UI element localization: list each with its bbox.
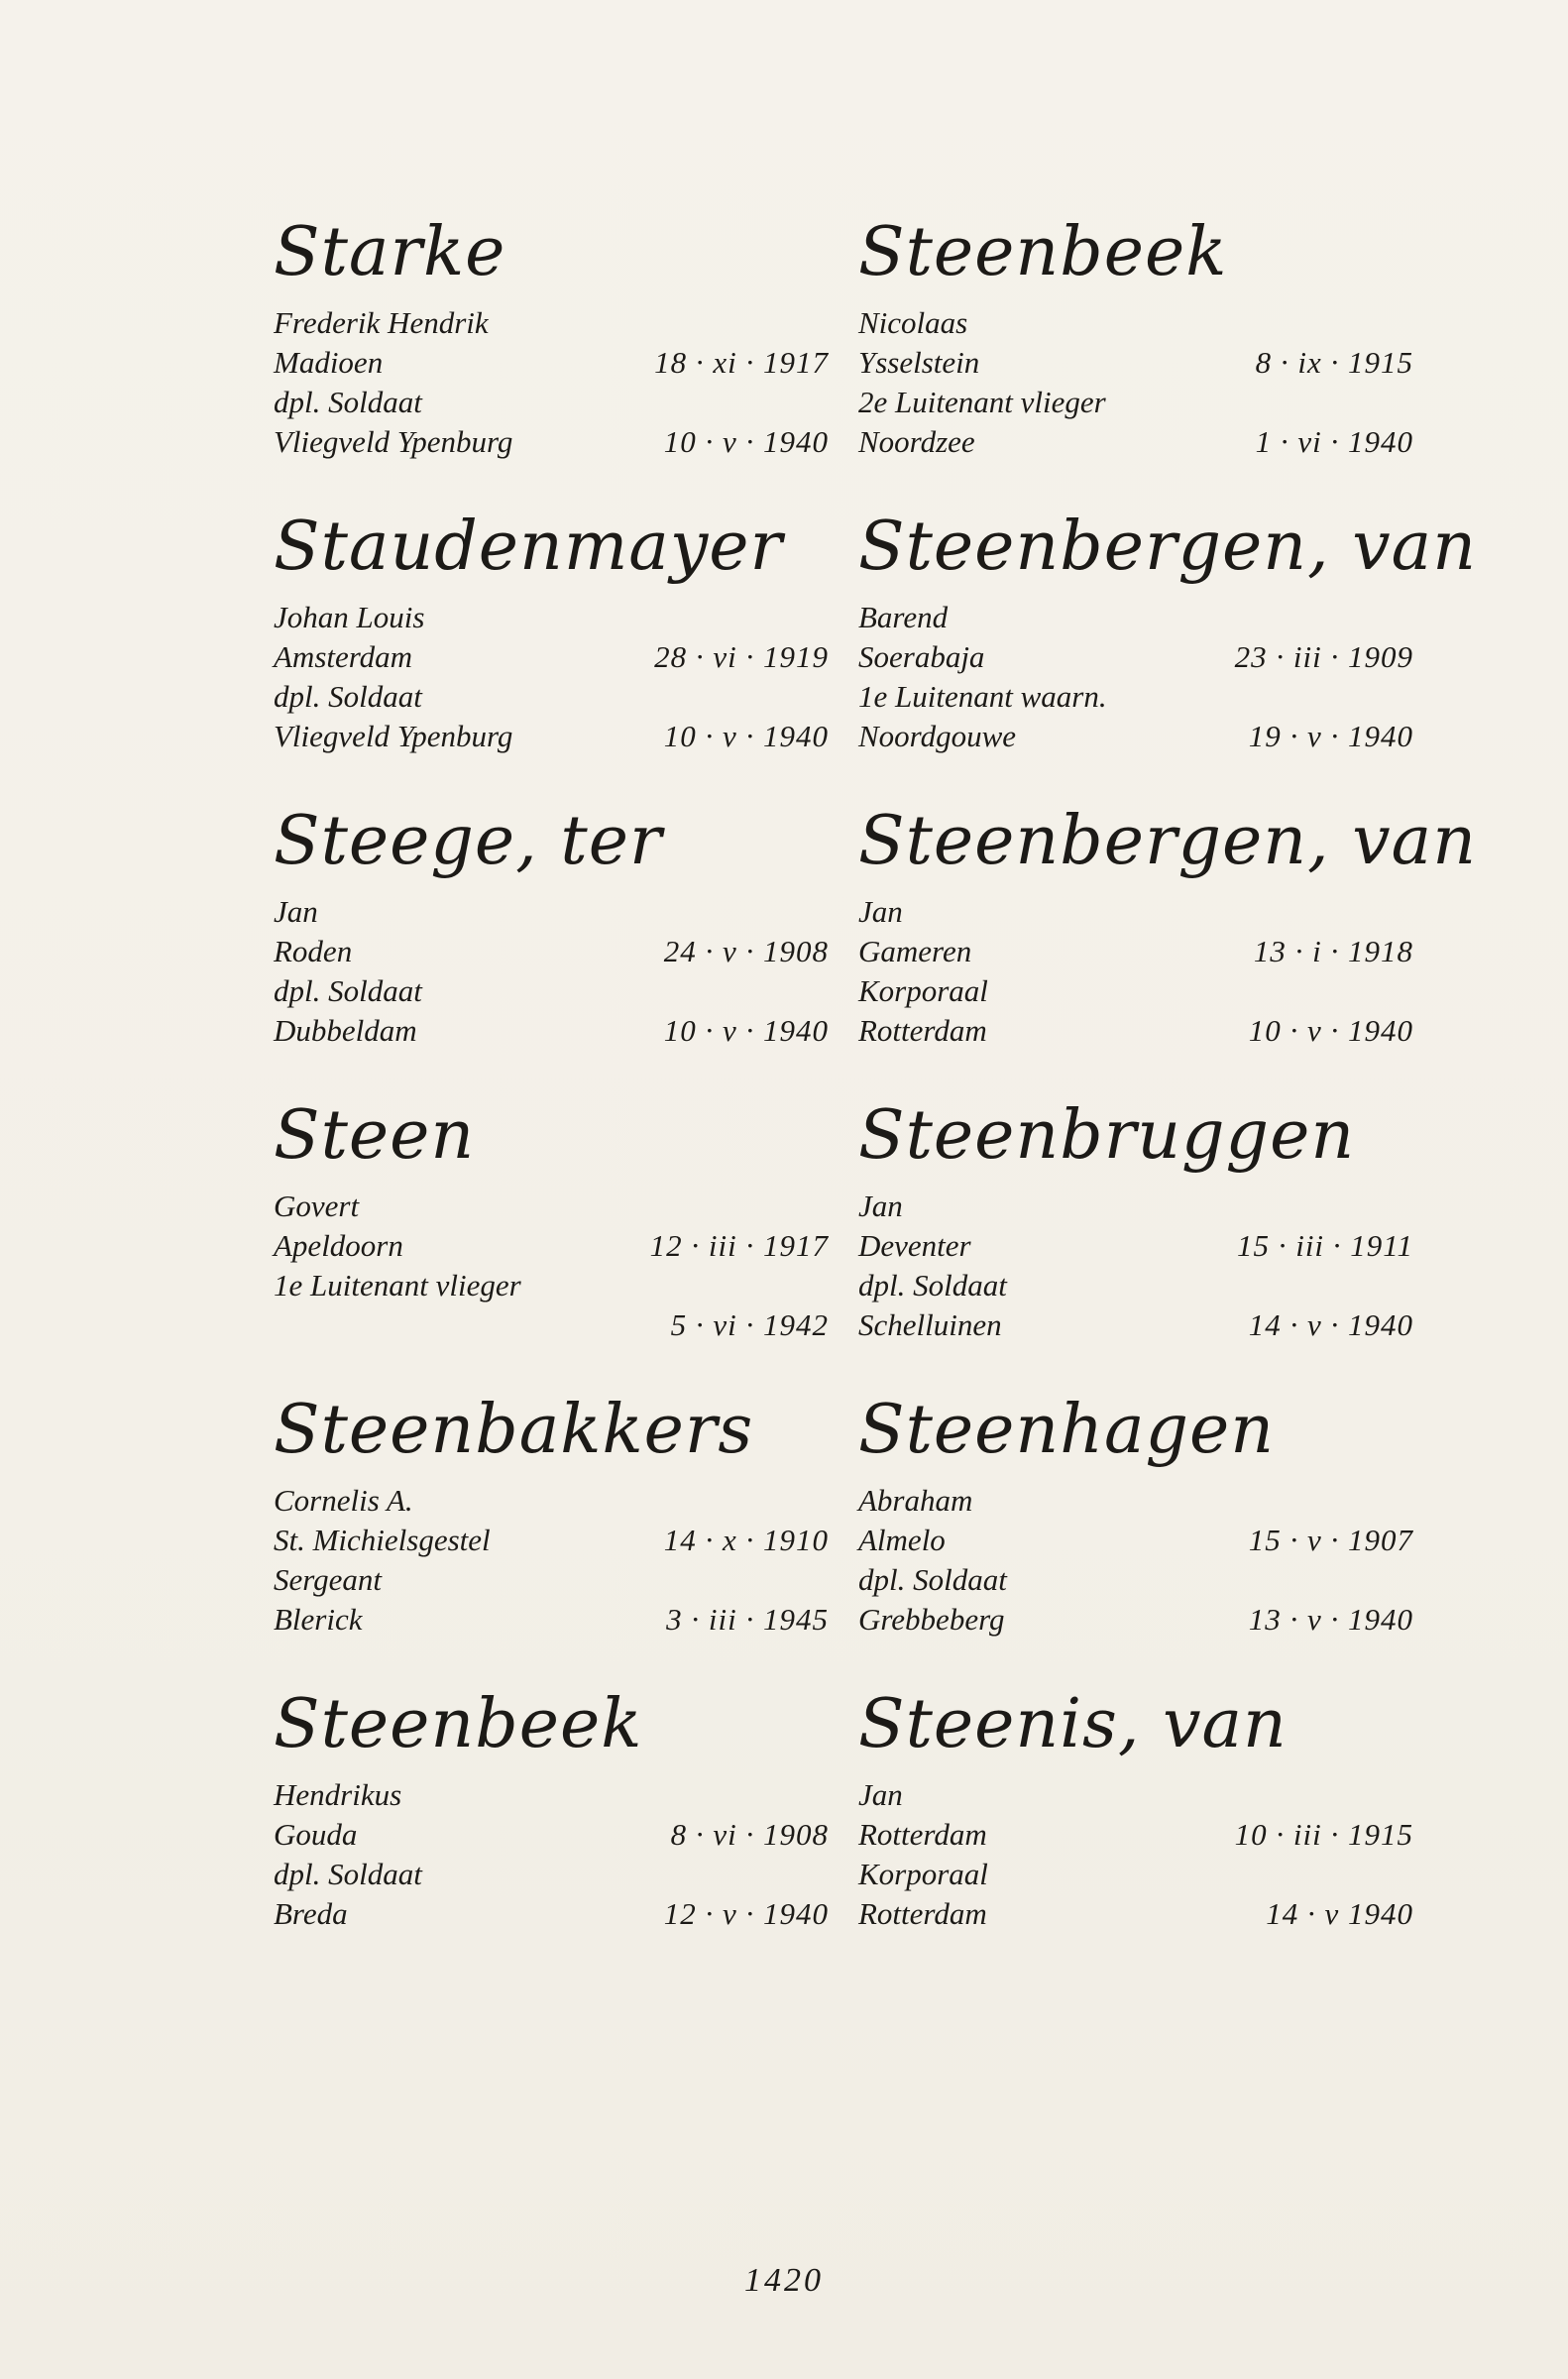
birthplace: Roden — [274, 934, 353, 968]
given-name-row — [274, 1481, 829, 1521]
rank-row — [274, 1266, 829, 1305]
rank: Korporaal — [858, 1857, 988, 1891]
given-name-row — [274, 598, 829, 637]
entry — [858, 503, 1478, 797]
birthdate: 14 · x · 1910 — [663, 1523, 829, 1557]
birthplace: Deventer — [858, 1228, 971, 1263]
rank-row — [274, 1855, 829, 1894]
rank-row — [858, 1855, 1413, 1894]
death-date: 10 · v · 1940 — [663, 719, 829, 753]
death-place: Rotterdam — [858, 1013, 987, 1048]
birth-row — [274, 1815, 829, 1855]
rank: dpl. Soldaat — [274, 679, 422, 714]
birth-row — [274, 1226, 829, 1266]
death-date: 14 · v · 1940 — [1248, 1307, 1413, 1342]
rank-row — [858, 1560, 1413, 1600]
birth-row — [274, 1521, 829, 1560]
death-date: 10 · v · 1940 — [663, 424, 829, 459]
death-row — [858, 1011, 1413, 1051]
death-row — [858, 1600, 1413, 1640]
rank: 2e Luitenant vlieger — [858, 385, 1106, 419]
birthdate: 13 · i · 1918 — [1253, 934, 1413, 968]
death-place: Rotterdam — [858, 1896, 987, 1931]
given-name: Jan — [858, 1189, 903, 1223]
surname: Steege, ter — [274, 802, 663, 880]
death-place: Breda — [274, 1896, 348, 1931]
surname: Steenbergen, van — [858, 802, 1478, 880]
death-row — [858, 1305, 1413, 1345]
given-name-row — [274, 892, 829, 932]
birth-row — [858, 1521, 1413, 1560]
given-name: Govert — [274, 1189, 360, 1223]
rank: 1e Luitenant waarn. — [858, 679, 1107, 714]
entry — [274, 503, 829, 797]
surname: Steenbruggen — [858, 1096, 1356, 1175]
rank-row — [858, 1266, 1413, 1305]
death-date: 19 · v · 1940 — [1248, 719, 1413, 753]
given-name: Hendrikus — [274, 1777, 402, 1812]
given-name-row — [858, 1481, 1413, 1521]
death-date: 10 · v · 1940 — [663, 1013, 829, 1048]
birthdate: 10 · iii · 1915 — [1234, 1817, 1413, 1852]
death-row — [858, 1894, 1413, 1934]
given-name-row — [858, 892, 1413, 932]
given-name-row — [274, 1775, 829, 1815]
birth-row — [858, 1226, 1413, 1266]
birthdate: 8 · ix · 1915 — [1255, 345, 1413, 380]
surname: Steenhagen — [858, 1391, 1276, 1469]
birth-row — [274, 343, 829, 383]
given-name: Johan Louis — [274, 600, 425, 634]
entry — [858, 1091, 1413, 1386]
given-name: Jan — [858, 1777, 903, 1812]
entry — [274, 797, 829, 1091]
entry — [274, 1680, 829, 1975]
birthplace: Almelo — [858, 1523, 946, 1557]
death-row — [858, 422, 1413, 462]
birthdate: 24 · v · 1908 — [663, 934, 829, 968]
birthplace: Gouda — [274, 1817, 358, 1852]
rank-row — [274, 383, 829, 422]
birthplace: Soerabaja — [858, 639, 985, 674]
death-date: 5 · vi · 1942 — [670, 1307, 829, 1342]
birthplace: Ysselstein — [858, 345, 980, 380]
death-row — [274, 717, 829, 756]
surname: Staudenmayer — [274, 508, 783, 586]
surname: Steenis, van — [858, 1685, 1288, 1763]
given-name: Jan — [858, 894, 903, 929]
birthplace: Amsterdam — [274, 639, 413, 674]
entry — [858, 797, 1478, 1091]
given-name: Barend — [858, 600, 949, 634]
death-place: Vliegveld Ypenburg — [274, 719, 513, 753]
rank-row — [858, 383, 1413, 422]
birthdate: 23 · iii · 1909 — [1234, 639, 1413, 674]
rank-row — [858, 971, 1413, 1011]
rank: dpl. Soldaat — [274, 973, 422, 1008]
entry — [858, 1680, 1413, 1975]
death-date: 1 · vi · 1940 — [1255, 424, 1413, 459]
birthdate: 15 · v · 1907 — [1248, 1523, 1413, 1557]
birth-row — [274, 932, 829, 971]
death-row — [274, 422, 829, 462]
birth-row — [858, 932, 1413, 971]
surname: Steenbeek — [858, 213, 1228, 291]
death-row — [274, 1305, 829, 1345]
death-place: Dubbeldam — [274, 1013, 417, 1048]
rank: Korporaal — [858, 973, 988, 1008]
surname: Steenbergen, van — [858, 508, 1478, 586]
rank-row — [274, 1560, 829, 1600]
entry — [274, 208, 829, 503]
birthplace: Apeldoorn — [274, 1228, 403, 1263]
death-date: 14 · v 1940 — [1266, 1896, 1413, 1931]
given-name: Frederik Hendrik — [274, 305, 489, 340]
birthplace: Gameren — [858, 934, 972, 968]
given-name-row — [858, 1187, 1413, 1226]
given-name-row — [274, 1187, 829, 1226]
death-date: 3 · iii · 1945 — [666, 1602, 829, 1637]
given-name-row — [858, 303, 1413, 343]
death-place: Blerick — [274, 1602, 363, 1637]
death-place: Schelluinen — [858, 1307, 1002, 1342]
rank: dpl. Soldaat — [274, 1857, 422, 1891]
given-name: Cornelis A. — [274, 1483, 413, 1518]
birth-row — [858, 343, 1413, 383]
rank: dpl. Soldaat — [858, 1562, 1007, 1597]
death-date: 13 · v · 1940 — [1248, 1602, 1413, 1637]
right-column — [858, 208, 1478, 1975]
entry — [274, 1386, 829, 1680]
birthplace: Rotterdam — [858, 1817, 987, 1852]
rank: Sergeant — [274, 1562, 383, 1597]
death-place: Noordzee — [858, 424, 975, 459]
death-row — [274, 1600, 829, 1640]
birth-row — [274, 637, 829, 677]
rank: dpl. Soldaat — [858, 1268, 1007, 1303]
surname: Starke — [274, 213, 506, 291]
death-row — [274, 1894, 829, 1934]
birthdate: 28 · vi · 1919 — [654, 639, 829, 674]
page-number: 1420 — [744, 2262, 824, 2299]
birthdate: 12 · iii · 1917 — [649, 1228, 829, 1263]
given-name: Jan — [274, 894, 318, 929]
given-name: Nicolaas — [858, 305, 968, 340]
rank-row — [858, 677, 1413, 717]
birth-row — [858, 637, 1413, 677]
given-name-row — [274, 303, 829, 343]
birthdate: 18 · xi · 1917 — [654, 345, 829, 380]
given-name-row — [858, 598, 1413, 637]
entry — [858, 208, 1413, 503]
birthplace: St. Michielsgestel — [274, 1523, 491, 1557]
death-place: Vliegveld Ypenburg — [274, 424, 513, 459]
rank: dpl. Soldaat — [274, 385, 422, 419]
death-place: Noordgouwe — [858, 719, 1017, 753]
given-name: Abraham — [858, 1483, 973, 1518]
surname: Steenbakkers — [274, 1391, 754, 1469]
birthdate: 8 · vi · 1908 — [670, 1817, 829, 1852]
entry — [858, 1386, 1413, 1680]
rank: 1e Luitenant vlieger — [274, 1268, 521, 1303]
death-row — [274, 1011, 829, 1051]
birthplace: Madioen — [274, 345, 384, 380]
birthdate: 15 · iii · 1911 — [1236, 1228, 1413, 1263]
entry — [274, 1091, 829, 1386]
given-name-row — [858, 1775, 1413, 1815]
left-column — [274, 208, 829, 1975]
rank-row — [274, 677, 829, 717]
death-place: Grebbeberg — [858, 1602, 1005, 1637]
rank-row — [274, 971, 829, 1011]
surname: Steen — [274, 1096, 476, 1175]
death-date: 12 · v · 1940 — [663, 1896, 829, 1931]
death-date: 10 · v · 1940 — [1248, 1013, 1413, 1048]
birth-row — [858, 1815, 1413, 1855]
death-row — [858, 717, 1413, 756]
surname: Steenbeek — [274, 1685, 643, 1763]
